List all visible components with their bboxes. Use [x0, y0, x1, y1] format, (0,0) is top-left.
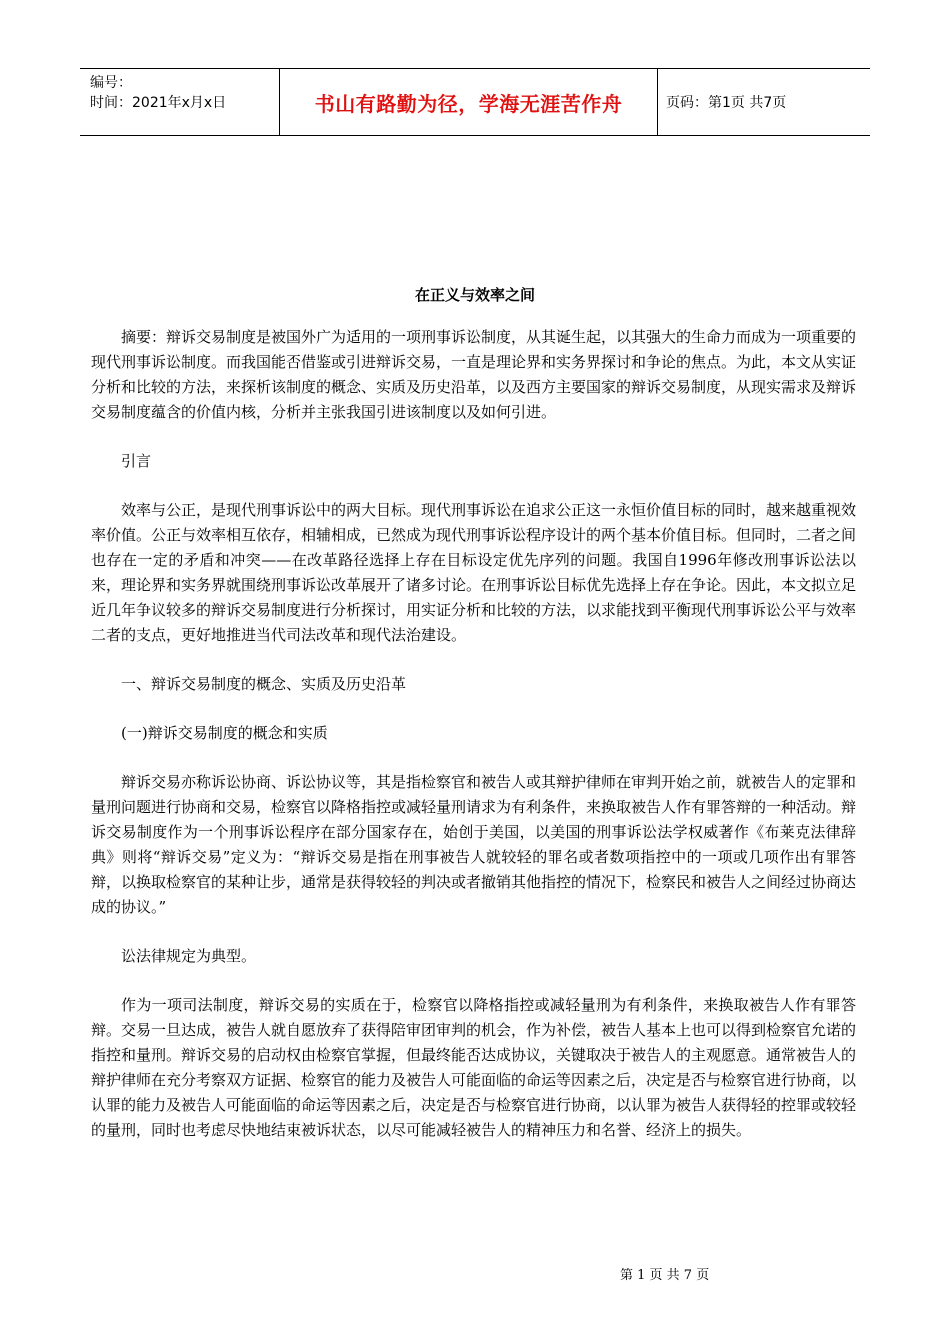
page-footer: 第 1 页 共 7 页 [620, 1268, 710, 1283]
body-paragraph: 效率与公正，是现代刑事诉讼中的两大目标。现代刑事诉讼在追求公正这一永恒价值目标的同时，越来越重视效率价值。公正与效率相互依存，相辅相成，已然成为现代刑事诉讼程序设计的两个基本价值目标。但同时，二者之间也存在一定的矛盾和冲突——在改革路径选择上存在目标设定优先序列的问题。我国自1996年修改刑事诉讼法以来，理论界和实务界就围绕刑事诉讼改革展开了诸多讨论。在刑事诉讼目标优先选择上存在争论。因此，本文拟立足近几年争议较多的辩诉交易制度进行分析探讨，用实证分析和比较的方法，以求能找到平衡现代刑事诉讼公平与效率二者的支点，更好地推进当代司法改革和现代法治建设。 [91, 501, 857, 644]
document-title: 在正义与效率之间 [414, 286, 535, 304]
body-paragraph: 作为一项司法制度，辩诉交易的实质在于，检察官以降格指控或减轻量刑为有利条件，来换取被告人作有罪答辩。交易一旦达成，被告人就自愿放弃了获得陪审团审判的机会，作为补偿，被告人基本上也可以得到检察官允诺的指控和量刑。辩诉交易的启动权由检察官掌握，但最终能否达成协议，关键取决于被告人的主观愿意。通常被告人的辩护律师在充分考察双方证据、检察官的能力及被告人可能面临的命运等因素之后，决定是否与检察官进行协商，以认罪的能力及被告人可能面临的命运等因素之后，决定是否与检察官进行协商，以认罪为被告人获得轻的控罪或较轻的量刑，同时也考虑尽快地结束被诉状态，以尽可能减轻被告人的精神压力和名誉、经济上的损失。 [91, 996, 857, 1139]
header-table [80, 68, 870, 136]
section-heading-1: 一、辩诉交易制度的概念、实质及历史沿革 [121, 675, 407, 693]
page-info-text: 页码：第1页 共7页 [666, 95, 787, 111]
body-paragraph: 讼法律规定为典型。 [121, 947, 257, 965]
subsection-heading-1-1: (一)辩诉交易制度的概念和实质 [121, 724, 328, 742]
number-label: 编号： [90, 75, 132, 91]
document-body [91, 325, 856, 1143]
time-label: 时间：2021年x月x日 [90, 95, 227, 111]
section-heading-introduction: 引言 [121, 452, 152, 470]
header-meta-cell [80, 69, 280, 135]
motto-cell [280, 69, 658, 135]
body-paragraph: 辩诉交易亦称诉讼协商、诉讼协议等，其是指检察官和被告人或其辩护律师在审判开始之前，就被告人的定罪和量刑问题进行协商和交易，检察官以降格指控或减轻量刑请求为有利条件，来换取被告人作有罪答辩的一种活动。辩诉交易制度作为一个刑事诉讼程序在部分国家存在，始创于美国，以美国的刑事诉讼法学权威著作《布莱克法律辞典》则将“辩诉交易”定义为：“辩诉交易是指在刑事被告人就较轻的罪名或者数项指控中的一项或几项作出有罪答辩，以换取检察官的某种让步，通常是获得较轻的判决或者撤销其他指控的情况下，检察民和被告人之间经过协商达成的协议。” [91, 773, 857, 916]
abstract-paragraph: 摘要：辩诉交易制度是被国外广为适用的一项刑事诉讼制度，从其诞生起，以其强大的生命力而成为一项重要的现代刑事诉讼制度。而我国能否借鉴或引进辩诉交易，一直是理论界和实务界探讨和争论的焦点。为此，本文从实证分析和比较的方法，来探析该制度的概念、实质及历史沿革，以及西方主要国家的辩诉交易制度，从现实需求及辩诉交易制度蕴含的价值内核，分析并主张我国引进该制度以及如何引进。 [91, 328, 857, 421]
page-info-cell [658, 69, 870, 135]
motto-text: 书山有路勤为径，学海无涯苦作舟 [314, 91, 623, 116]
